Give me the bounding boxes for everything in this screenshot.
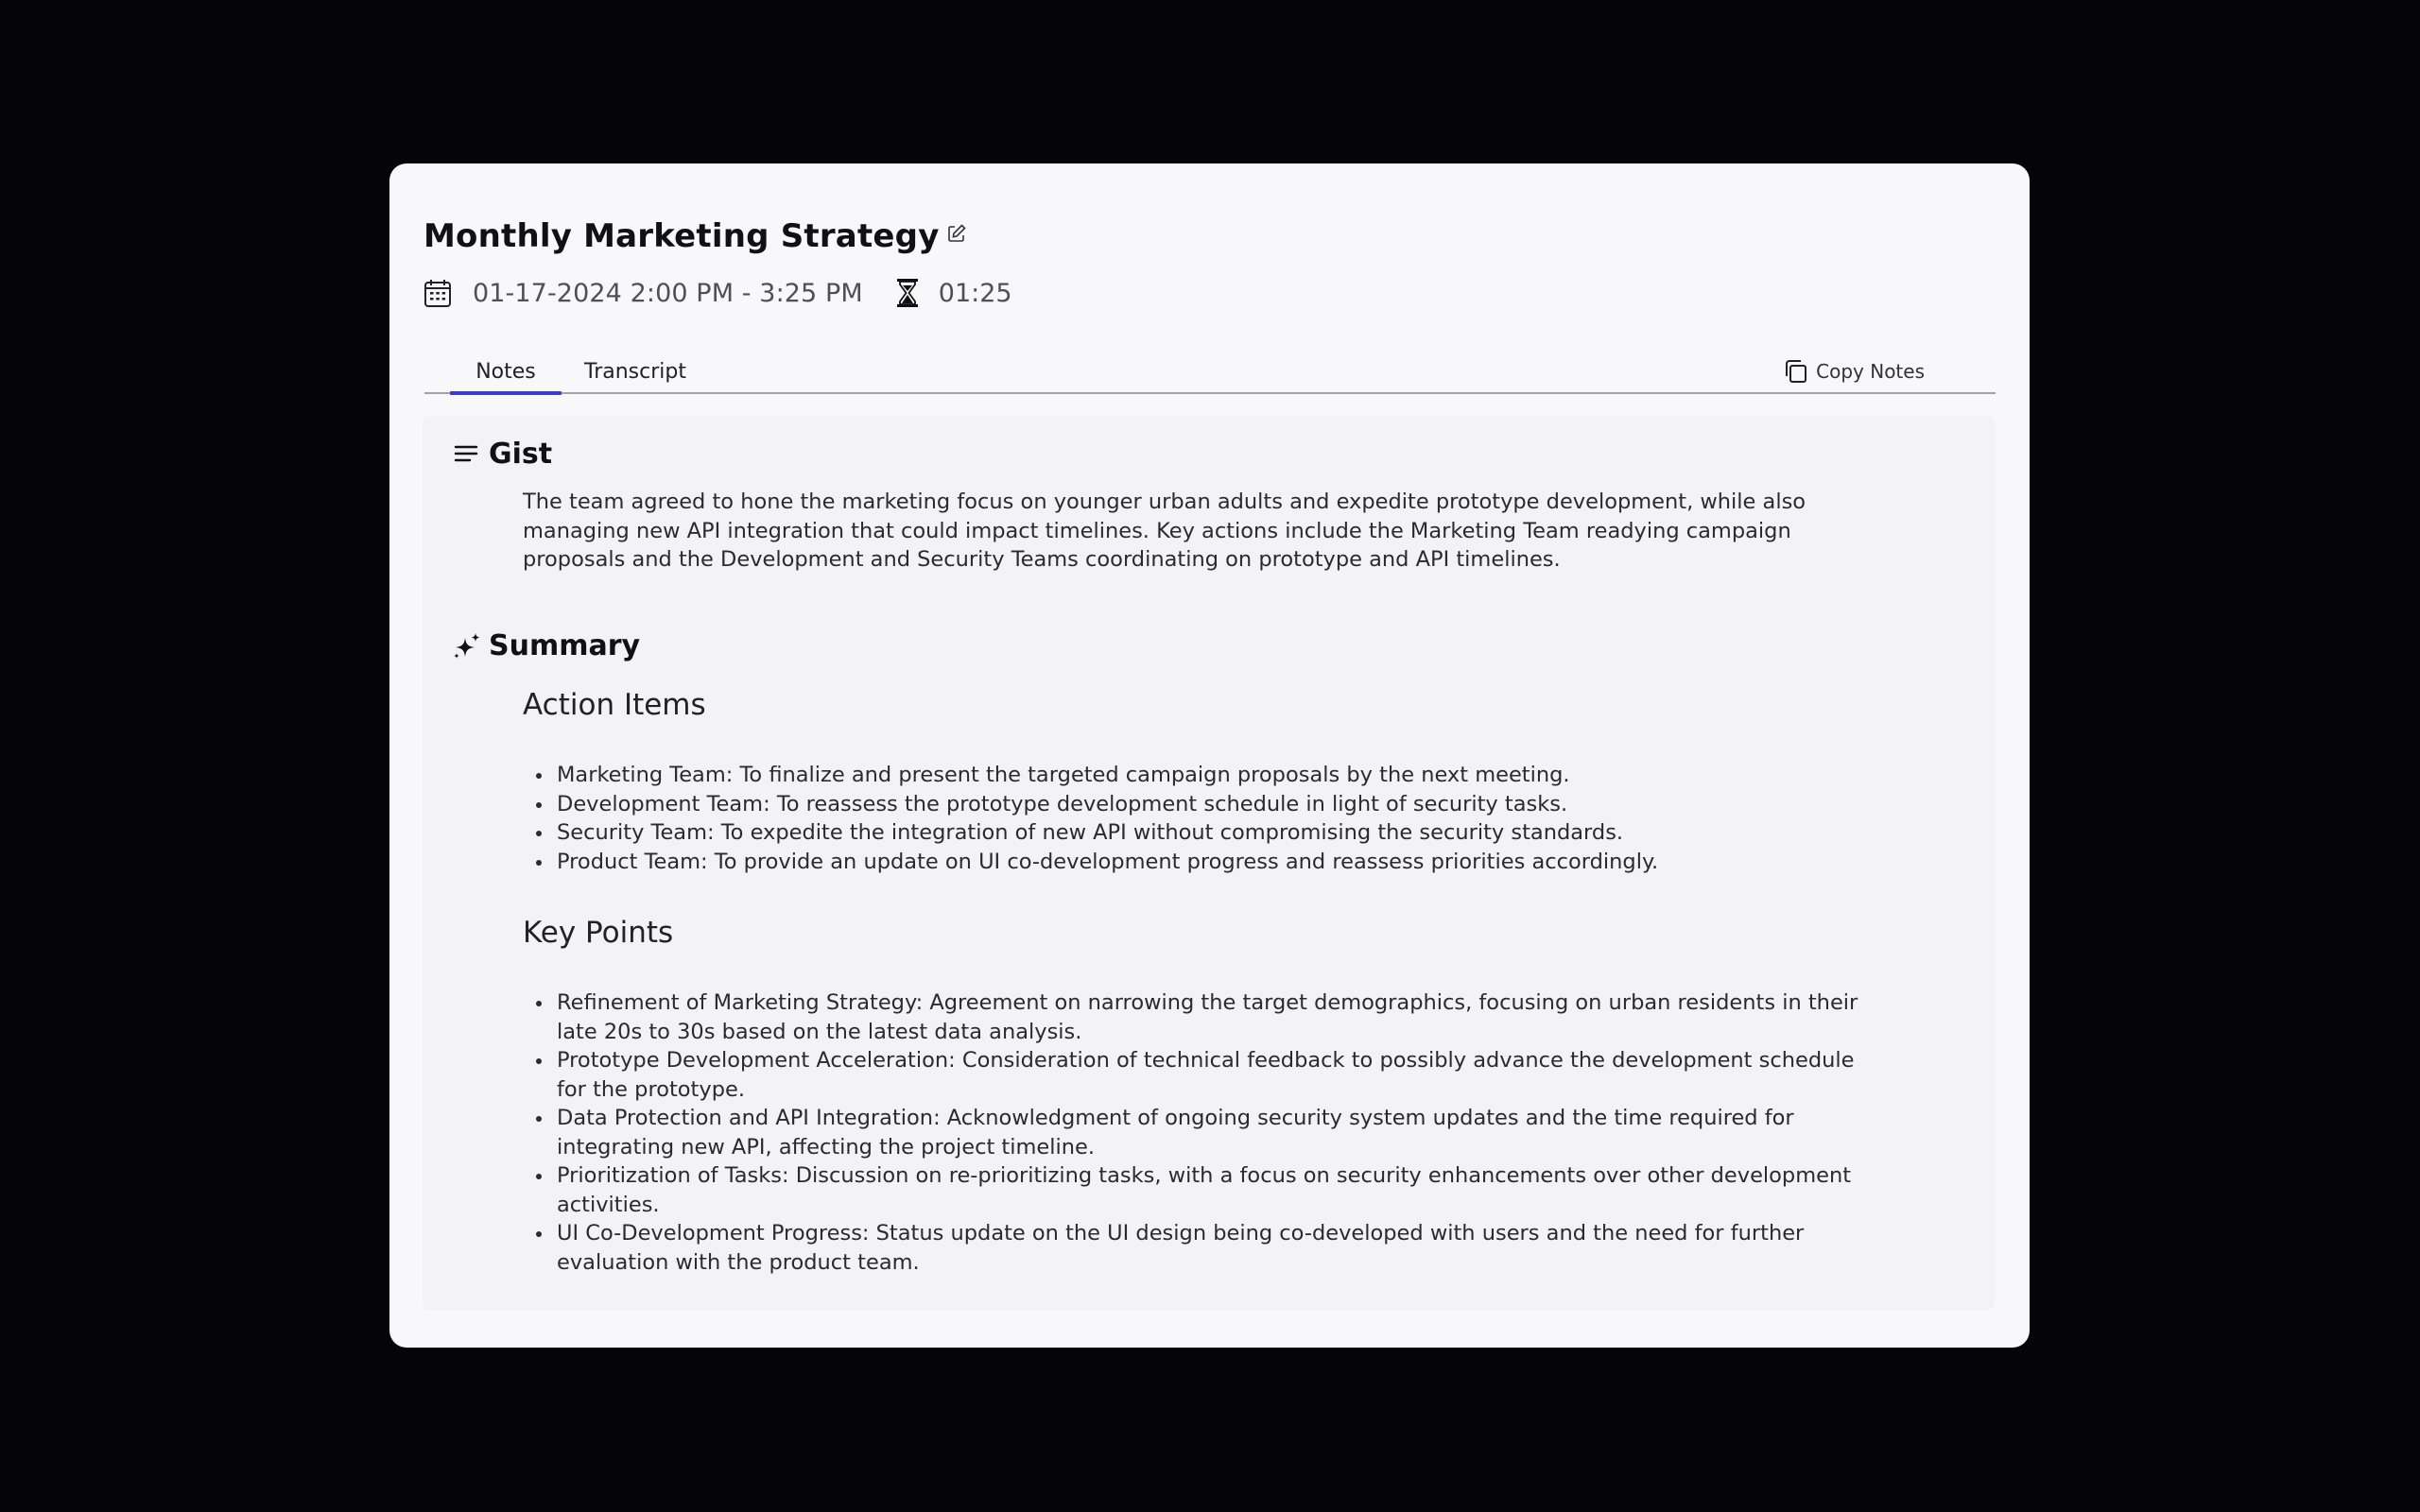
- tab-transcript[interactable]: Transcript: [584, 359, 686, 384]
- hourglass-icon: [895, 278, 920, 308]
- action-item: Marketing Team: To finalize and present the targeted campaign proposals by the next meeting.: [557, 761, 1880, 790]
- key-point: Refinement of Marketing Strategy: Agreement on narrowing the target demographics, focusing on urban residents in their late 20s to 30s based on the latest data analysis.: [557, 988, 1871, 1046]
- sparkles-icon: [453, 632, 479, 659]
- lines-icon: [453, 440, 479, 467]
- meeting-datetime: 01-17-2024 2:00 PM - 3:25 PM: [473, 278, 863, 308]
- gist-heading: [453, 433, 552, 474]
- key-point: Prioritization of Tasks: Discussion on re-prioritizing tasks, with a focus on security enhancements over other development activities.: [557, 1161, 1871, 1219]
- summary-title: Summary: [489, 628, 641, 662]
- tab-bar: [424, 351, 1996, 394]
- action-items-heading: Action Items: [523, 688, 706, 722]
- meeting-meta: [424, 272, 1012, 314]
- meeting-notes-card: [389, 163, 2030, 1348]
- action-items-list: [523, 761, 1880, 876]
- meeting-title: Monthly Marketing Strategy: [424, 217, 940, 255]
- key-point: UI Co-Development Progress: Status update on the UI design being co-developed with users and the need for further evaluation with the product team.: [557, 1219, 1871, 1277]
- gist-text: The team agreed to hone the marketing focus on younger urban adults and expedite prototype development, while also managing new API integration that could impact timelines. Key actions include the Marketing Team readying campaign proposals and the Development and Security Teams coordinating on prototype and API timelines.: [523, 490, 1806, 572]
- key-point: Prototype Development Acceleration: Consideration of technical feedback to possibly advance the development schedule for the prototype.: [557, 1046, 1871, 1104]
- summary-heading: [453, 625, 640, 666]
- key-point: Data Protection and API Integration: Acknowledgment of ongoing security system updates and the time required for integrating new API, affecting the project timeline.: [557, 1104, 1871, 1161]
- action-item: Development Team: To reassess the prototype development schedule in light of security tasks.: [557, 790, 1880, 819]
- calendar-icon: [424, 278, 452, 308]
- key-points-heading: Key Points: [523, 916, 674, 950]
- title-row: [424, 213, 968, 260]
- copy-notes-label: Copy Notes: [1816, 360, 1925, 383]
- meeting-duration: 01:25: [938, 278, 1012, 308]
- copy-icon: [1782, 358, 1808, 385]
- notes-panel: [423, 416, 1995, 1311]
- gist-title: Gist: [489, 437, 553, 471]
- edit-icon[interactable]: [945, 222, 968, 245]
- copy-notes-button[interactable]: [1782, 351, 1925, 392]
- tab-notes[interactable]: Notes: [450, 351, 562, 392]
- action-item: Product Team: To provide an update on UI co-development progress and reassess priorities accordingly.: [557, 848, 1880, 877]
- key-points-list: [523, 988, 1871, 1277]
- action-item: Security Team: To expedite the integration of new API without compromising the security standards.: [557, 818, 1880, 848]
